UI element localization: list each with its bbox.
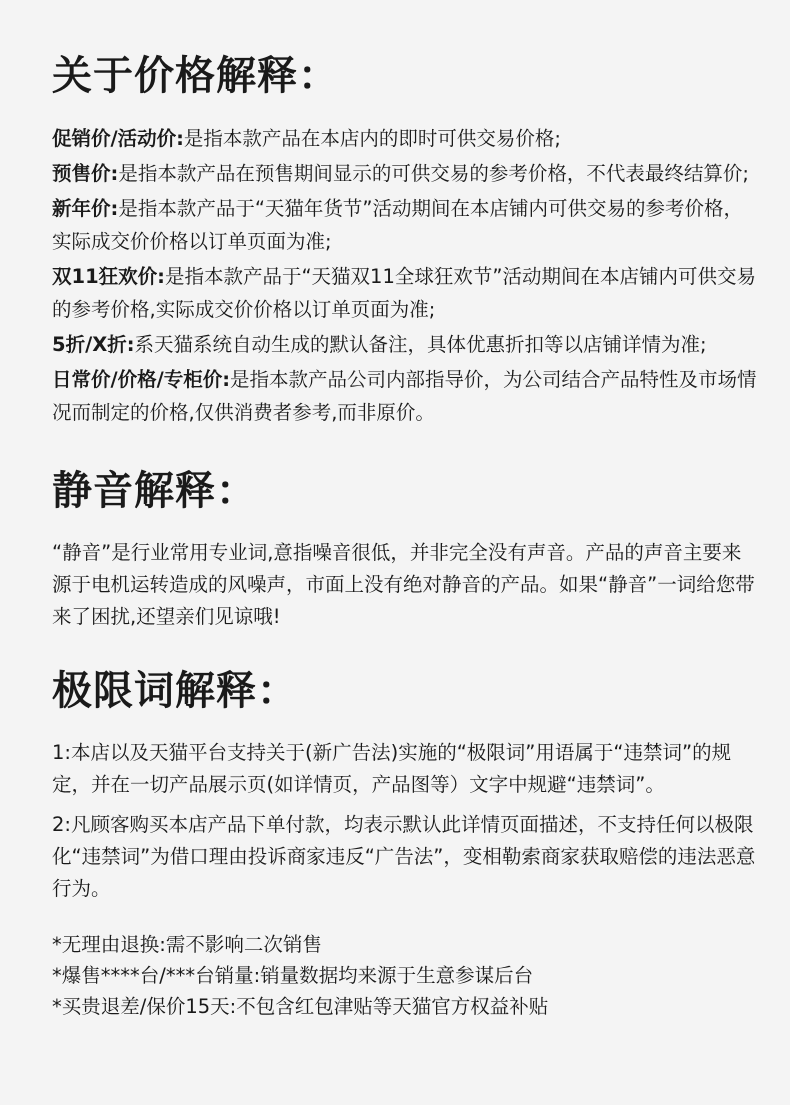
price-entry-newyear	[52, 192, 760, 258]
limit-paragraph-1: 1:本店以及天猫平台支持关于(新广告法)实施的“极限词”用语属于“违禁词”的规定，并在一切产品展示页(如详情页，产品图等）文字中规避“违禁词”。	[52, 741, 732, 796]
silent-section-heading: 静音解释：	[52, 468, 257, 514]
price-entry-term: 促销价/活动价:	[52, 127, 184, 150]
price-entry-term: 新年价:	[52, 197, 119, 220]
price-section-heading: 关于价格解释：	[52, 53, 339, 99]
note-item: *买贵退差/保价15天:不包含红包津贴等天猫官方权益补贴	[52, 995, 549, 1018]
price-entry-desc: 是指本款产品在本店内的即时可供交易价格;	[183, 127, 561, 150]
price-entry-desc: 系天猫系统自动生成的默认备注，具体优惠折扣等以店铺详情为准;	[134, 333, 707, 356]
price-entry-desc: 是指本款产品于“天猫年货节”活动期间在本店铺内可供交易的参考价格，实际成交价价格以订单页面为准;	[52, 197, 744, 253]
price-entries	[52, 122, 760, 429]
price-entry-discount	[52, 328, 760, 361]
price-entry-desc: 是指本款产品于“天猫双11全球狂欢节”活动期间在本店铺内可供交易的参考价格,实际成交价价格以订单页面为准;	[52, 265, 756, 321]
price-entry-term: 日常价/价格/专柜价:	[52, 368, 231, 391]
price-entry-desc: 是指本款产品公司内部指导价，为公司结合产品特性及市场情况而制定的价格,仅供消费者参考,而非原价。	[52, 368, 757, 424]
price-entry-term: 5折/X折:	[52, 333, 135, 356]
price-entry-double11	[52, 260, 760, 326]
limit-words-body	[52, 737, 760, 905]
price-entry-term: 预售价:	[52, 162, 119, 185]
price-entry-promo	[52, 122, 760, 155]
price-entry-desc: 是指本款产品在预售期间显示的可供交易的参考价格，不代表最终结算价;	[118, 162, 749, 185]
limit-paragraph-2: 2:凡顾客购买本店产品下单付款，均表示默认此详情页面描述，不支持任何以极限化“违禁词”为借口理由投诉商家违反“广告法”，变相勒索商家获取赔偿的违法恶意行为。	[52, 813, 756, 900]
price-entry-presale	[52, 157, 760, 190]
note-item: *爆售****台/***台销量:销量数据均来源于生意参谋后台	[52, 964, 534, 987]
silent-body	[52, 537, 760, 633]
notes-list	[52, 929, 760, 1022]
price-entry-term: 双11狂欢价:	[52, 265, 165, 288]
silent-paragraph: “静音”是行业常用专业词,意指噪音很低，并非完全没有声音。产品的声音主要来源于电机运转造成的风噪声，市面上没有绝对静音的产品。如果“静音”一词给您带来了困扰,还望亲们见谅哦!	[52, 541, 755, 628]
price-entry-daily	[52, 363, 760, 429]
note-item: *无理由退换:需不影响二次销售	[52, 933, 322, 956]
limit-words-heading: 极限词解释：	[52, 668, 298, 714]
